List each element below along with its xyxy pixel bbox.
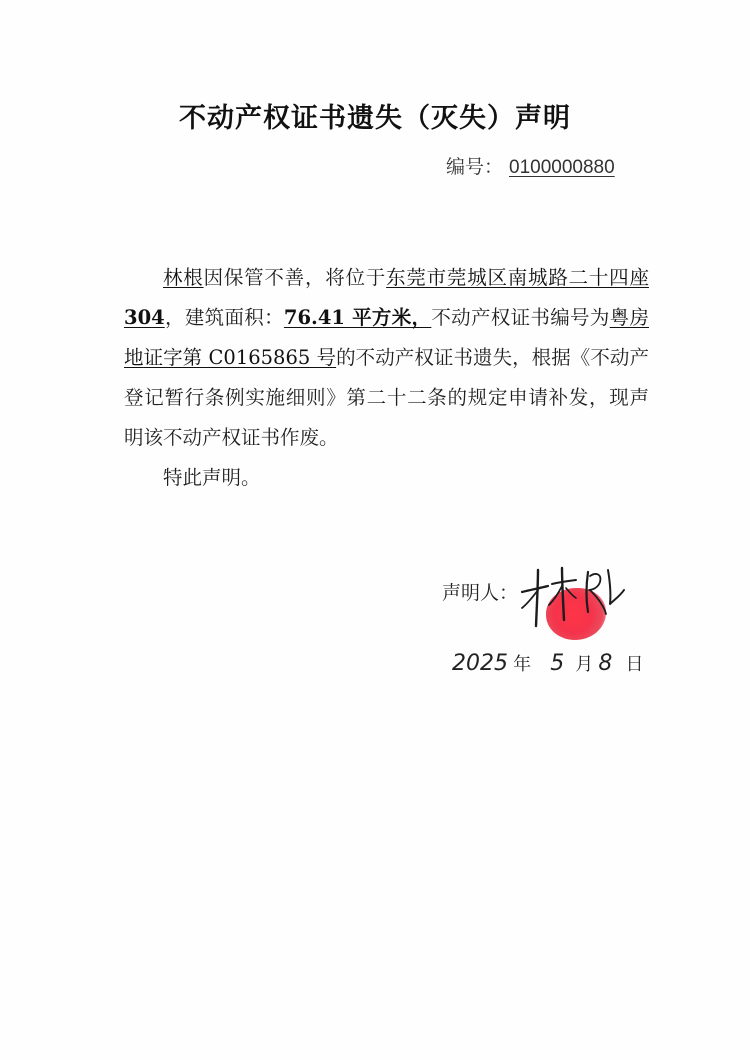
property-address: 东莞市莞城区南城路二十四座 xyxy=(386,266,649,289)
statement-text-4: 的不动产权证书遗失，根据《不动产登记暂行条例实施细则》第二十二条的规定申请补发，现声明该不动产权证书作废。 xyxy=(124,346,649,449)
closing-paragraph: 特此声明。 xyxy=(163,466,261,489)
date-year-unit: 年 xyxy=(513,654,532,675)
owner-name: 林根 xyxy=(163,266,204,289)
property-room: 304 xyxy=(124,306,165,329)
document-number xyxy=(446,152,615,179)
statement-text-1: 因保管不善，将位于 xyxy=(203,266,387,289)
date-day-unit: 日 xyxy=(625,654,644,675)
date-year: 2025 xyxy=(452,651,508,676)
statement-text-3: 不动产权证书编号为 xyxy=(431,306,610,329)
date-day: 8 xyxy=(598,651,613,676)
declarant-label: 声明人： xyxy=(442,582,519,604)
date-month-unit: 月 xyxy=(575,654,594,675)
document-number-value: 0100000880 xyxy=(509,157,615,178)
signing-date xyxy=(452,650,643,682)
handwritten-signature xyxy=(516,560,636,640)
certificate-number-prefix: 粤房地 xyxy=(124,306,649,369)
document-title: 不动产权证书遗失（灭失）声明 xyxy=(179,103,571,134)
building-area: 76.41 平方米， xyxy=(283,306,432,329)
statement-paragraph xyxy=(124,258,649,458)
statement-body xyxy=(124,258,649,498)
certificate-number: 证字第 C0165865 号 xyxy=(143,346,337,369)
statement-text-2: ，建筑面积： xyxy=(164,306,284,329)
date-month: 5 xyxy=(550,651,565,676)
document-number-label: 编号： xyxy=(446,156,504,178)
